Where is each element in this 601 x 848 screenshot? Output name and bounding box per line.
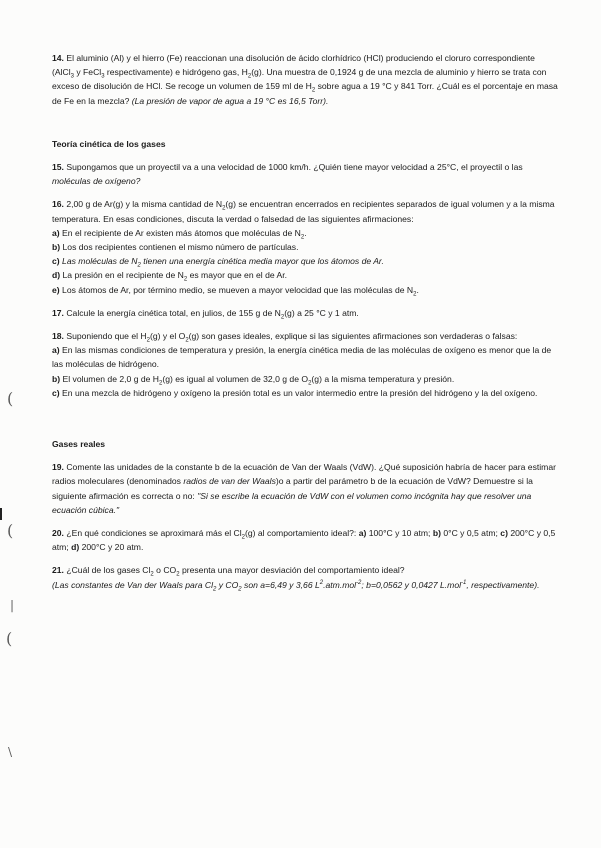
subscript: 2 xyxy=(185,337,189,344)
q14-text: (g). Una muestra de 0,1924 g de una mezcla de aluminio y hierro se trata con xyxy=(251,67,547,78)
question-18 xyxy=(52,329,558,400)
q19-text: Comente las unidades de la constante b de la ecuación de Van der Waals (VdW). ¿Qué suposición habría de hacer para estimar xyxy=(66,462,556,473)
q21-text: ¿Cuál de los gases Cl xyxy=(66,565,151,576)
q19-text: )o a partir del parámetro b de la ecuación de VdW? Demuestre si la xyxy=(275,476,533,487)
q17-number: 17. xyxy=(52,307,64,318)
subscript: 2 xyxy=(159,380,163,387)
option-text: tienen una energía cinética media mayor que los átomos de Ar. xyxy=(140,256,384,267)
option-text: En las mismas condiciones de temperatura y presión, la energía cinética media de las moléculas de oxígeno es menor que la de xyxy=(59,345,552,356)
q14-number: 14. xyxy=(52,53,64,63)
q21-text: presenta una mayor desviación del comportamiento ideal? xyxy=(179,565,405,576)
margin-mark: ( xyxy=(7,521,14,540)
q20-text: atm; xyxy=(52,542,72,553)
subscript: 2 xyxy=(280,314,285,321)
q14-text: respectivamente) e hidrógeno gas, H xyxy=(104,67,248,78)
q14-text: y FeCl xyxy=(73,67,102,78)
option-label: c) xyxy=(52,256,60,267)
q14-line1: El aluminio (Al) y el hierro (Fe) reaccionan una disolución de ácido clorhídrico (HCl) produciendo el cloruro correspondiente xyxy=(66,53,535,63)
option-label: b) xyxy=(432,528,441,539)
q15-text: Supongamos que un proyectil va a una velocidad de 1000 km/h. ¿Quién tiene mayor velocidad a 25°C, el proyectil o las xyxy=(66,162,523,173)
subscript: 2 xyxy=(183,277,188,284)
subscript: 3 xyxy=(101,73,105,80)
question-19 xyxy=(52,460,558,517)
subscript: 2 xyxy=(311,88,316,95)
q15-text: moléculas de oxígeno? xyxy=(52,176,141,187)
subscript: 2 xyxy=(308,380,312,387)
q21-note: y CO xyxy=(216,579,239,590)
option-label: e) xyxy=(52,284,60,295)
subscript: 2 xyxy=(137,262,141,269)
option-text: El volumen de 2,0 g de H xyxy=(60,373,160,384)
question-16: 16. 2,00 g de Ar(g) y la misma cantidad de $N_2(g)$ se encuentran encerrados en recipientes separados de igual volumen y a la misma temperatura. En esas condiciones, discuta la verdad o falsedad de las siguientes afirmaciones: a) En el recipiente de Ar existen más átomos que moléculas de $N_2$. b) Los dos recipientes contienen el mismo número de partículas. c) Las moléculas de $N_2$ tienen una energía cinética media mayor que los átomos de Ar. d) La presión en el recipiente de $N_2$ es mayor que en el de Ar. e) Los átomos de Ar, por término medio, se mueven a mayor velocidad que las moléculas de $N_2$. xyxy=(52,197,558,296)
q21-note: , respectivamente). xyxy=(466,579,540,590)
q19-text: siguiente afirmación es correcta o no: xyxy=(52,490,198,501)
subscript: 2 xyxy=(222,206,226,213)
option-text: es mayor que en el de Ar. xyxy=(187,270,288,281)
q21-note: son a=6,49 y 3,66 L xyxy=(241,579,320,590)
subscript: 2 xyxy=(212,586,217,593)
option-label: a) xyxy=(52,345,60,356)
margin-mark: ( xyxy=(7,389,14,408)
option-label: a) xyxy=(52,227,60,238)
subscript: 2 xyxy=(150,572,154,579)
q16-text: 2,00 g de Ar(g) y la misma cantidad de N xyxy=(66,199,223,210)
option-text: 200°C y 0,5 xyxy=(507,528,556,539)
q14-text: de Fe en la mezcla? xyxy=(52,95,132,106)
option-text: Las moléculas de N xyxy=(59,256,138,267)
subscript: 2 xyxy=(247,73,252,80)
superscript: -1 xyxy=(461,579,467,586)
question-21 xyxy=(52,563,558,591)
option-text: 200°C y 20 atm. xyxy=(79,542,144,553)
option-label: b) xyxy=(52,242,61,253)
subscript: 2 xyxy=(300,234,305,241)
superscript: 2 xyxy=(319,579,324,586)
option-text: En el recipiente de Ar existen más átomos que moléculas de N xyxy=(59,227,301,238)
q21-number: 21. xyxy=(52,565,64,576)
subscript: 2 xyxy=(413,291,417,298)
q16-text: (g) se encuentran encerrados en recipientes separados de igual volumen y a la misma xyxy=(225,199,555,210)
option-text: En una mezcla de hidrógeno y oxígeno la presión total es un valor intermedio entre la presión del hidrógeno y la del oxígeno. xyxy=(59,387,538,398)
q20-text: ¿En qué condiciones se aproximará más el Cl xyxy=(66,528,242,539)
q18-text: Suponiendo que el H xyxy=(66,331,147,342)
q17-text: Calcule la energía cinética total, en julios, de 155 g de N xyxy=(66,307,281,318)
option-label: a) xyxy=(358,528,367,539)
q21-note: .atm.mol xyxy=(323,579,357,590)
q19-quote: ecuación cúbica." xyxy=(52,504,120,515)
q21-note: (Las constantes de Van der Waals para Cl xyxy=(52,579,213,590)
q15-number: 15. xyxy=(52,162,64,173)
margin-mark: \ xyxy=(8,745,13,759)
option-text: 0°C y 0,5 atm; xyxy=(440,528,501,539)
option-label: c) xyxy=(52,387,60,398)
q19-quote: "Si se escribe la ecuación de VdW con el volumen como incógnita hay que resolver una xyxy=(197,490,532,501)
section-heading-real-gases: Gases reales xyxy=(52,439,106,450)
q19-text: radios de van der Waals xyxy=(183,476,276,487)
subscript: 2 xyxy=(146,337,150,344)
option-text: (g) es igual al volumen de 32,0 g de O xyxy=(162,373,309,384)
margin-mark: | xyxy=(10,598,15,612)
subscript: 2 xyxy=(176,572,180,579)
superscript: -2 xyxy=(356,579,362,586)
question-15 xyxy=(52,160,558,188)
option-text: 100°C y 10 atm; xyxy=(366,528,433,539)
q19-number: 19. xyxy=(52,462,64,473)
subscript: 3 xyxy=(70,73,74,80)
q14-text: (AlCl xyxy=(52,67,71,78)
option-text: (g) a la misma temperatura y presión. xyxy=(311,373,455,384)
question-17 xyxy=(52,306,558,320)
option-label: c) xyxy=(500,528,508,539)
margin-mark: ( xyxy=(6,629,13,648)
q17-text: (g) a 25 °C y 1 atm. xyxy=(284,307,359,318)
question-20 xyxy=(52,526,558,554)
q16-text: temperatura. En esas condiciones, discuta la verdad o falsedad de las siguientes afirmaciones: xyxy=(52,213,414,224)
question-14 xyxy=(52,51,558,108)
q14-text: sobre agua a 19 °C y 841 Torr. ¿Cuál es el porcentaje en masa xyxy=(315,81,558,92)
option-text: La presión en el recipiente de N xyxy=(60,270,184,281)
subscript: 2 xyxy=(238,586,242,593)
q18-text: (g) y el O xyxy=(149,331,186,342)
option-text: las moléculas de hidrógeno. xyxy=(52,359,160,370)
q21-text: o CO xyxy=(153,565,177,576)
q14-text: exceso de disolución de HCl. Se recoge un volumen de 159 ml de H xyxy=(52,81,312,92)
q14-note: (La presión de vapor de agua a 19 °C es 16,5 Torr). xyxy=(131,95,329,106)
scan-edge-mark xyxy=(0,508,2,520)
section-heading-kinetic: Teoría cinética de los gases xyxy=(52,138,166,149)
q20-number: 20. xyxy=(52,528,64,539)
q20-text: (g) al comportamiento ideal?: xyxy=(245,528,359,539)
q21-note: ; b=0,0562 y 0,0427 L.mol xyxy=(361,579,462,590)
option-label: d) xyxy=(71,542,80,553)
option-text: Los dos recipientes contienen el mismo número de partículas. xyxy=(60,242,299,253)
q18-number: 18. xyxy=(52,331,64,342)
q19-text: radios moleculares (denominados xyxy=(52,476,184,487)
option-label: d) xyxy=(52,270,61,281)
subscript: 2 xyxy=(241,534,245,541)
exercise-sheet xyxy=(52,51,558,601)
option-text: Los átomos de Ar, por término medio, se mueven a mayor velocidad que las moléculas de N xyxy=(59,284,414,295)
q16-number: 16. xyxy=(52,199,64,210)
q18-text: (g) son gases ideales, explique si las siguientes afirmaciones son verdaderas o falsas: xyxy=(188,331,518,342)
option-label: b) xyxy=(52,373,61,384)
